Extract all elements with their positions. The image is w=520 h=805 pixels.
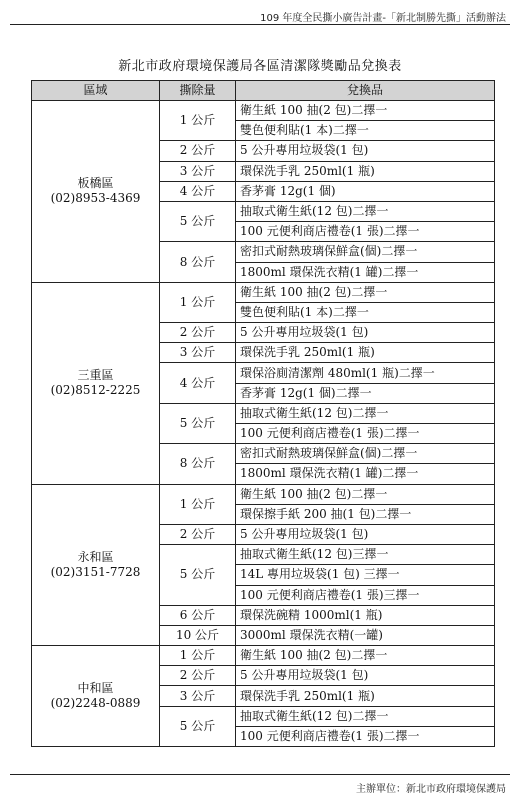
prize-cell: 密扣式耐熱玻璃保鮮盒(個)二擇一 (236, 242, 495, 262)
prize-cell: 香茅膏 12g(1 個)二擇一 (236, 383, 495, 403)
prize-cell: 雙色便利貼(1 本)二擇一 (236, 121, 495, 141)
district-name: 永和區 (77, 549, 114, 564)
prize-cell: 環保洗手乳 250ml(1 瓶) (236, 686, 495, 706)
district-phone: (02)2248-0889 (50, 696, 141, 711)
amount-cell: 1 公斤 (160, 282, 236, 322)
district-cell (32, 484, 160, 646)
prize-cell: 環保洗碗精 1000ml(1 瓶) (236, 605, 495, 625)
district-phone: (02)8953-4369 (50, 191, 141, 206)
district-phone: (02)3151-7728 (50, 564, 141, 579)
amount-cell: 3 公斤 (160, 686, 236, 706)
prize-cell: 100 元便利商店禮卷(1 張)二擇一 (236, 726, 495, 746)
district-cell (32, 646, 160, 747)
amount-cell: 10 公斤 (160, 625, 236, 645)
table-row (32, 646, 495, 666)
prize-cell: 衛生紙 100 抽(2 包)二擇一 (236, 646, 495, 666)
prize-cell: 衛生紙 100 抽(2 包)二擇一 (236, 484, 495, 504)
amount-cell: 1 公斤 (160, 646, 236, 666)
amount-cell: 5 公斤 (160, 706, 236, 746)
page-header: 109 年度全民撕小廣告計畫-「新北制勝先撕」活動辦法 (260, 13, 506, 24)
prize-cell: 雙色便利貼(1 本)二擇一 (236, 302, 495, 322)
table-row (32, 101, 495, 121)
prize-cell: 14L 專用垃圾袋(1 包) 三擇一 (236, 565, 495, 585)
table-row (32, 282, 495, 302)
prize-cell: 100 元便利商店禮卷(1 張)二擇一 (236, 222, 495, 242)
table-header-row (32, 81, 495, 101)
amount-cell: 8 公斤 (160, 444, 236, 484)
prize-cell: 抽取式衛生紙(12 包)二擇一 (236, 201, 495, 221)
prize-cell: 1800ml 環保洗衣精(1 罐)二擇一 (236, 464, 495, 484)
table-body (32, 101, 495, 747)
prize-cell: 5 公升專用垃圾袋(1 包) (236, 666, 495, 686)
footer-divider (10, 774, 510, 775)
prize-cell: 環保洗手乳 250ml(1 瓶) (236, 161, 495, 181)
amount-cell: 3 公斤 (160, 161, 236, 181)
amount-cell: 2 公斤 (160, 141, 236, 161)
reward-exchange-table (31, 80, 495, 747)
amount-cell: 2 公斤 (160, 524, 236, 544)
amount-cell: 2 公斤 (160, 323, 236, 343)
amount-cell: 5 公斤 (160, 403, 236, 443)
amount-cell: 1 公斤 (160, 484, 236, 524)
amount-cell: 4 公斤 (160, 181, 236, 201)
district-name: 板橋區 (77, 176, 114, 191)
prize-cell: 3000ml 環保洗衣精(一罐) (236, 625, 495, 645)
prize-cell: 1800ml 環保洗衣精(1 罐)二擇一 (236, 262, 495, 282)
amount-cell: 6 公斤 (160, 605, 236, 625)
prize-cell: 環保浴廁清潔劑 480ml(1 瓶)二擇一 (236, 363, 495, 383)
amount-cell: 1 公斤 (160, 101, 236, 141)
district-cell (32, 101, 160, 283)
amount-cell: 3 公斤 (160, 343, 236, 363)
column-header-district: 區域 (32, 81, 160, 101)
district-phone: (02)8512-2225 (50, 383, 141, 398)
amount-cell: 2 公斤 (160, 666, 236, 686)
amount-cell: 5 公斤 (160, 201, 236, 241)
prize-cell: 5 公升專用垃圾袋(1 包) (236, 323, 495, 343)
district-name: 三重區 (77, 368, 114, 383)
district-cell (32, 282, 160, 484)
header-divider (10, 24, 510, 25)
prize-cell: 100 元便利商店禮卷(1 張)二擇一 (236, 424, 495, 444)
district-name: 中和區 (77, 681, 114, 696)
prize-cell: 香茅膏 12g(1 個) (236, 181, 495, 201)
prize-cell: 5 公升專用垃圾袋(1 包) (236, 524, 495, 544)
page-footer: 主辦單位：新北市政府環境保護局 (356, 784, 506, 795)
column-header-prize: 兌換品 (236, 81, 495, 101)
prize-cell: 抽取式衛生紙(12 包)二擇一 (236, 403, 495, 423)
column-header-amount: 撕除量 (160, 81, 236, 101)
prize-cell: 密扣式耐熱玻璃保鮮盒(個)二擇一 (236, 444, 495, 464)
prize-cell: 抽取式衛生紙(12 包)三擇一 (236, 545, 495, 565)
prize-cell: 100 元便利商店禮卷(1 張)三擇一 (236, 585, 495, 605)
amount-cell: 4 公斤 (160, 363, 236, 403)
prize-cell: 衛生紙 100 抽(2 包)二擇一 (236, 282, 495, 302)
amount-cell: 5 公斤 (160, 545, 236, 606)
amount-cell: 8 公斤 (160, 242, 236, 282)
table-row (32, 484, 495, 504)
prize-cell: 5 公升專用垃圾袋(1 包) (236, 141, 495, 161)
prize-cell: 衛生紙 100 抽(2 包)二擇一 (236, 101, 495, 121)
page-title: 新北市政府環境保護局各區清潔隊獎勵品兌換表 (118, 59, 402, 74)
prize-cell: 環保洗手乳 250ml(1 瓶) (236, 343, 495, 363)
prize-cell: 抽取式衛生紙(12 包)二擇一 (236, 706, 495, 726)
prize-cell: 環保擦手紙 200 抽(1 包)二擇一 (236, 504, 495, 524)
